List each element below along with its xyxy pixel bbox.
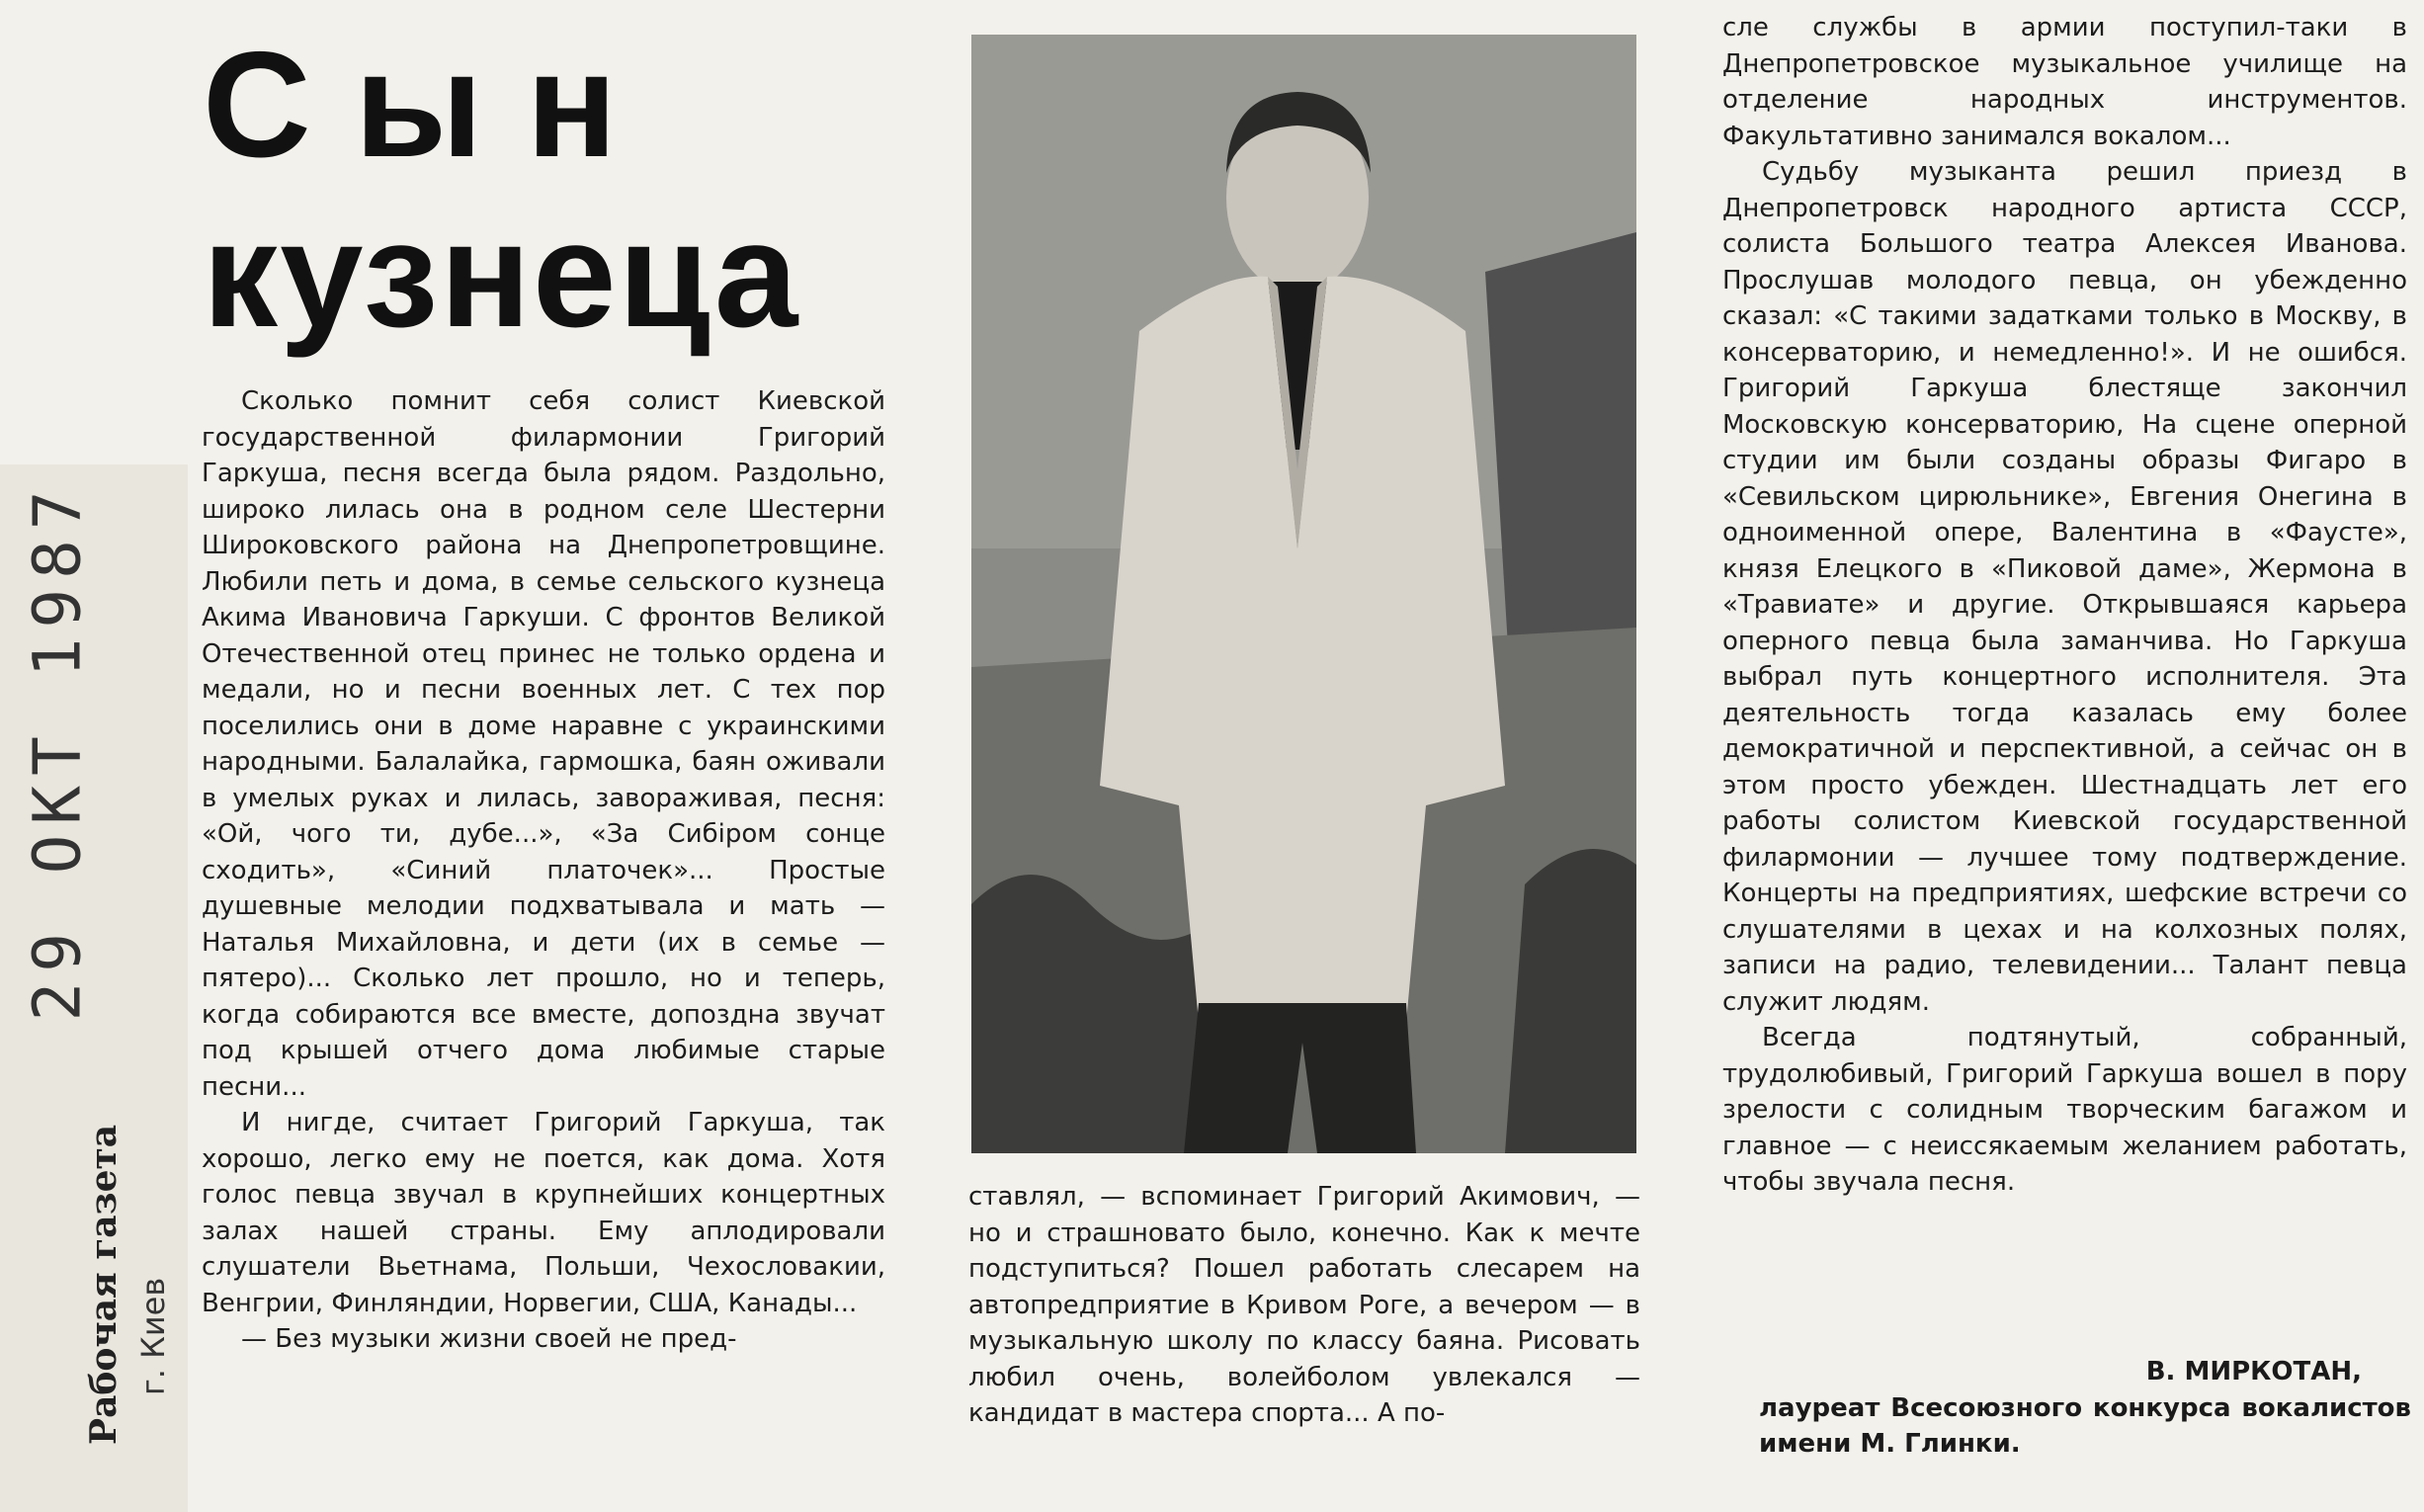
portrait-photo — [971, 35, 1636, 1153]
newspaper-masthead — [71, 1038, 180, 1472]
paragraph: ставлял, — вспоминает Григорий Акимович, — но и страшновато было, конечно. Как к мечте подступиться? Пошел работать слесарем на автопредприятие в Кривом Роге, а вечером — в музыкальную школу по классу баяна. Рисовать любил очень, волейболом увлекался — кандидат в мастера спорта... А по- — [968, 1182, 1640, 1428]
author-name: В. МИРКОТАН, — [2145, 1357, 2362, 1386]
article-column-3 — [1722, 10, 2407, 1201]
paragraph: И нигде, считает Григорий Гаркуша, так хорошо, легко ему не поется, как дома. Хотя голос певца звучал в крупнейших концертных залах нашей страны. Ему аплодировали слушатели Вьетнама, Польши, Чехословакии, Венгрии, Финляндии, Норвегии, США, Канады... — [202, 1108, 885, 1318]
paragraph: Сколько помнит себя солист Киевской государственной филармонии Григорий Гаркуша, песня всегда была рядом. Раздольно, широко лилась она в родном селе Шестерни Широковского района на Днепропетровщине. Любили петь и дома, в семье сельского кузнеца Акима Ивановича Гаркуши. С фронтов Великой Отечественной отец принес не только ордена и медали, но и песни военных лет. С тех пор поселились они в доме наравне с украинскими народными. Балалайка, гармошка, баян оживали в умелых руках и лилась, завораживая, песня: «Ой, чого ти, дубе...», «За Сибіром сонце сходить», «Синий платочек»... Простые душевные мелодии подхватывала и мать — Наталья Михайловна, и дети (их в семье — пятеро)... Сколько лет прошло, но и теперь, когда собираются все вместе, допоздна звучат под крышей отчего дома любимые старые песни... — [202, 386, 885, 1102]
headline-line-2: кузнеца — [203, 191, 800, 359]
date-stamp — [19, 480, 96, 1022]
article-headline — [203, 20, 954, 360]
article-column-2 — [968, 1179, 1640, 1432]
paragraph: Судьбу музыканта решил приезд в Днепропетровск народного артиста СССР, солиста Большого театра Алексея Иванова. Прослушав молодого певца, он убежденно сказал: «С такими задатками только в Москву, в консерваторию, и немедленно!». И не ошибся. Григорий Гаркуша блестяще закончил Московскую консерваторию, На сцене оперной студии им были созданы образы Фигаро в «Севильском цирюльнике», Евгения Онегина в одноименной опере, Валентина в «Фаусте», князя Елецкого в «Пиковой даме», Жермона в «Травиате» и другие. Открывшаяся карьера оперного певца была заманчива. Но Гаркуша выбрал путь концертного исполнителя. Эта деятельность тогда казалась ему более демократичной и перспективной, а сейчас он в этом просто убежден. Шестнадцать лет его работы солистом Киевской государственной филармонии — лучшее тому подтверждение. Концерты на предприятиях, шефские встречи со слушателями в цехах и на колхозных полях, записи на радио, телевидении... Талант певца служит людям. — [1722, 157, 2407, 1017]
date-stamp-text: 29 ОКТ 1987 — [19, 480, 96, 1022]
headline-line-1: Сын — [203, 21, 661, 189]
author-signature — [1759, 1354, 2411, 1463]
man-in-jacket-illustration — [971, 35, 1636, 1153]
paragraph: сле службы в армии поступил-таки в Днепропетровское музыкальное училище на отделение народных инструментов. Факультативно занимался вокалом... — [1722, 13, 2407, 151]
newspaper-city: г. Киев — [134, 1277, 172, 1395]
paragraph: — Без музыки жизни своей не пред- — [241, 1324, 737, 1354]
paragraph: Всегда подтянутый, собранный, трудолюбивый, Григорий Гаркуша вошел в пору зрелости с солидным творческим багажом и главное — с неиссякаемым желанием работать, чтобы звучала песня. — [1722, 1023, 2407, 1197]
author-title: лауреат Всесоюзного конкурса вокалистов имени М. Глинки. — [1759, 1392, 2411, 1459]
article-column-1 — [202, 383, 885, 1358]
newspaper-name: Рабочая газета — [83, 1124, 125, 1445]
